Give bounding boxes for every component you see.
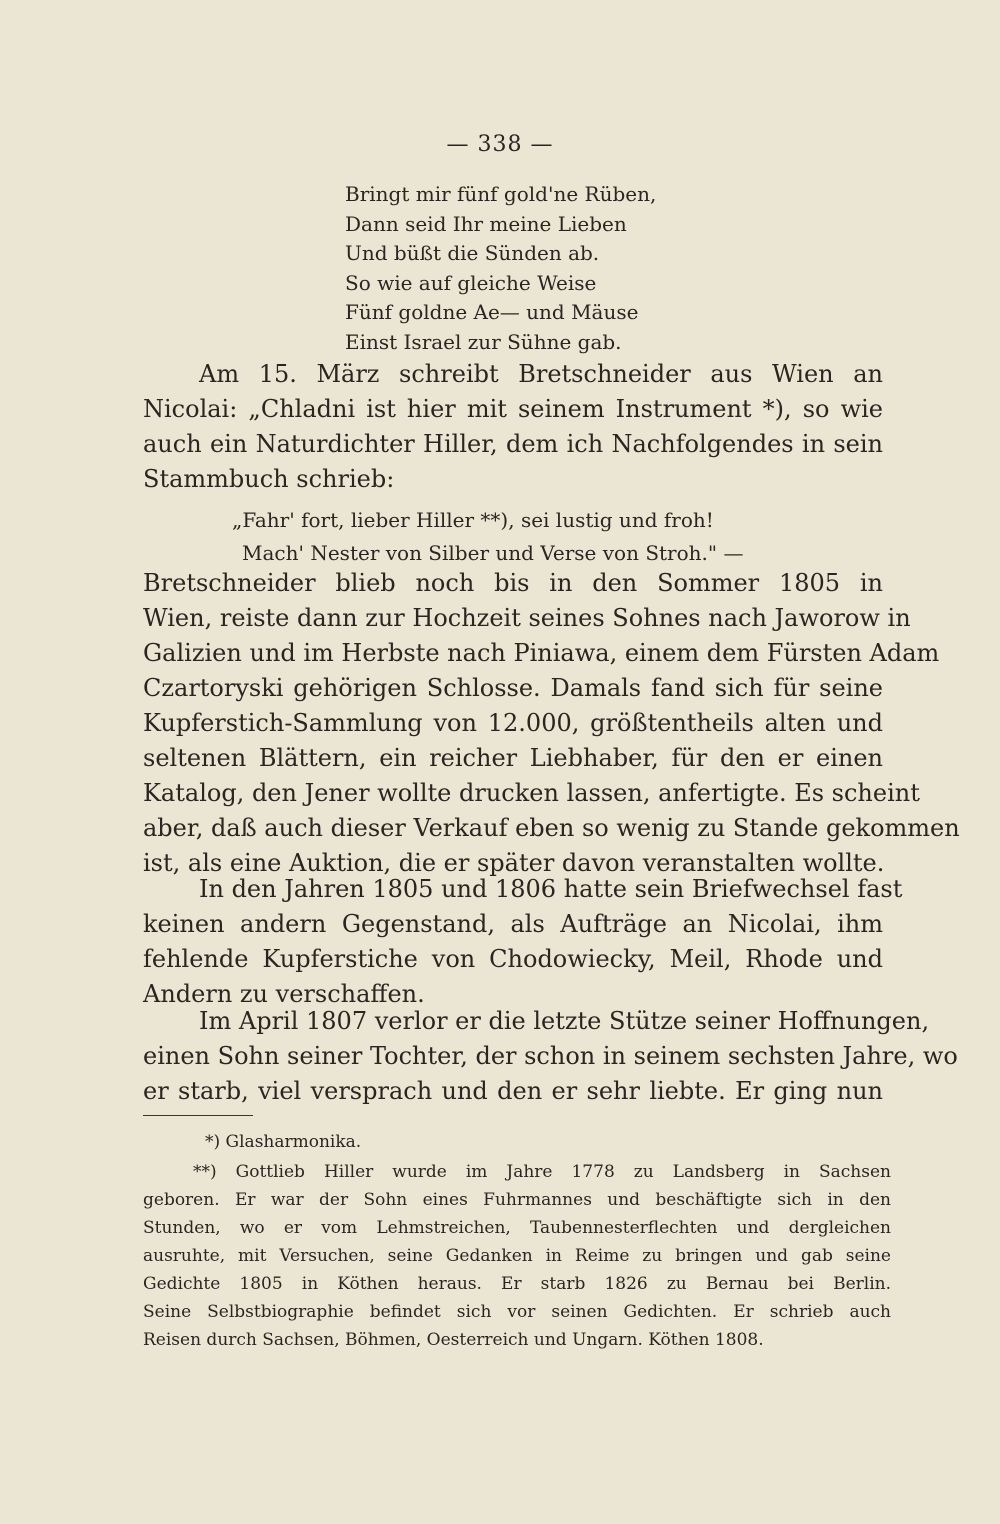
poem-line: Fünf goldne Ae— und Mäuse	[345, 300, 639, 324]
text-line: Am 15. März schreibt Bretschneider aus Wien an	[199, 360, 883, 388]
text-line: seltenen Blättern, ein reicher Liebhaber, für den er einen	[143, 744, 883, 772]
text-line: ist, als eine Auktion, die er später davon veranstalten wollte.	[143, 849, 885, 877]
quote-line: Mach' Nester von Silber und Verse von Stroh." —	[242, 541, 744, 565]
text-line: Stammbuch schrieb:	[143, 465, 395, 493]
text-line: einen Sohn seiner Tochter, der schon in seinem sechsten Jahre, wo	[143, 1042, 958, 1070]
text-line: keinen andern Gegenstand, als Aufträge an Nicolai, ihm	[143, 910, 883, 938]
paragraph-3	[143, 872, 903, 1012]
footnote-line: Stunden, wo er vom Lehmstreichen, Taubennesterflechten und dergleichen	[143, 1218, 891, 1238]
text-line: Bretschneider blieb noch bis in den Sommer 1805 in	[143, 569, 883, 597]
footnote-line: Reisen durch Sachsen, Böhmen, Oesterreich und Ungarn. Köthen 1808.	[143, 1330, 764, 1350]
paragraph-4	[143, 1004, 958, 1109]
text-line: Andern zu verschaffen.	[143, 980, 425, 1008]
paragraph-1	[143, 357, 883, 497]
paragraph-2	[143, 566, 960, 881]
footnote-line: Seine Selbstbiographie befindet sich vor seinen Gedichten. Er schrieb auch	[143, 1302, 891, 1322]
poem-line: Bringt mir fünf gold'ne Rüben,	[345, 182, 657, 206]
poem-line: Einst Israel zur Sühne gab.	[345, 329, 622, 354]
poem-line: So wie auf gleiche Weise	[345, 270, 597, 295]
quote-line: „Fahr' fort, lieber Hiller **), sei lustig und froh!	[232, 508, 714, 532]
text-line: auch ein Naturdichter Hiller, dem ich Nachfolgendes in sein	[143, 430, 883, 458]
footnote-line: *) Glasharmonika.	[205, 1132, 362, 1152]
footnote-line: ausruhte, mit Versuchen, seine Gedanken in Reime zu bringen und gab seine	[143, 1246, 891, 1266]
text-line: fehlende Kupferstiche von Chodowiecky, Meil, Rhode und	[143, 945, 883, 973]
text-line: er starb, viel versprach und den er sehr liebte. Er ging nun	[143, 1077, 883, 1105]
text-line: Nicolai: „Chladni ist hier mit seinem Instrument *), so wie	[143, 395, 883, 423]
footnote-line: **) Gottlieb Hiller wurde im Jahre 1778 zu Landsberg in Sachsen	[193, 1162, 891, 1182]
quoted-verse	[232, 504, 743, 570]
text-line: Czartoryski gehörigen Schlosse. Damals fand sich für seine	[143, 674, 883, 702]
footnote-line: geboren. Er war der Sohn eines Fuhrmannes und beschäftigte sich in den	[143, 1190, 891, 1210]
poem-stanza	[345, 180, 656, 357]
text-line: Im April 1807 verlor er die letzte Stütze seiner Hoffnungen,	[199, 1007, 930, 1035]
text-line: Wien, reiste dann zur Hochzeit seines Sohnes nach Jaworow in	[143, 604, 911, 632]
text-line: Kupferstich-Sammlung von 12.000, größtentheils alten und	[143, 709, 883, 737]
text-line: Katalog, den Jener wollte drucken lassen, anfertigte. Es scheint	[143, 779, 920, 807]
poem-line: Dann seid Ihr meine Lieben	[345, 211, 627, 236]
footnote-1	[143, 1128, 891, 1156]
page-number: — 338 —	[446, 132, 554, 157]
footnote-line: Gedichte 1805 in Köthen heraus. Er starb 1826 zu Bernau bei Berlin.	[143, 1274, 891, 1294]
footnote-2	[143, 1158, 891, 1354]
footnote-separator	[143, 1115, 253, 1116]
text-line: aber, daß auch dieser Verkauf eben so wenig zu Stande gekommen	[143, 814, 960, 842]
poem-line: Und büßt die Sünden ab.	[345, 241, 600, 265]
text-line: Galizien und im Herbste nach Piniawa, einem dem Fürsten Adam	[143, 639, 940, 667]
text-line: In den Jahren 1805 und 1806 hatte sein Briefwechsel fast	[199, 875, 903, 903]
